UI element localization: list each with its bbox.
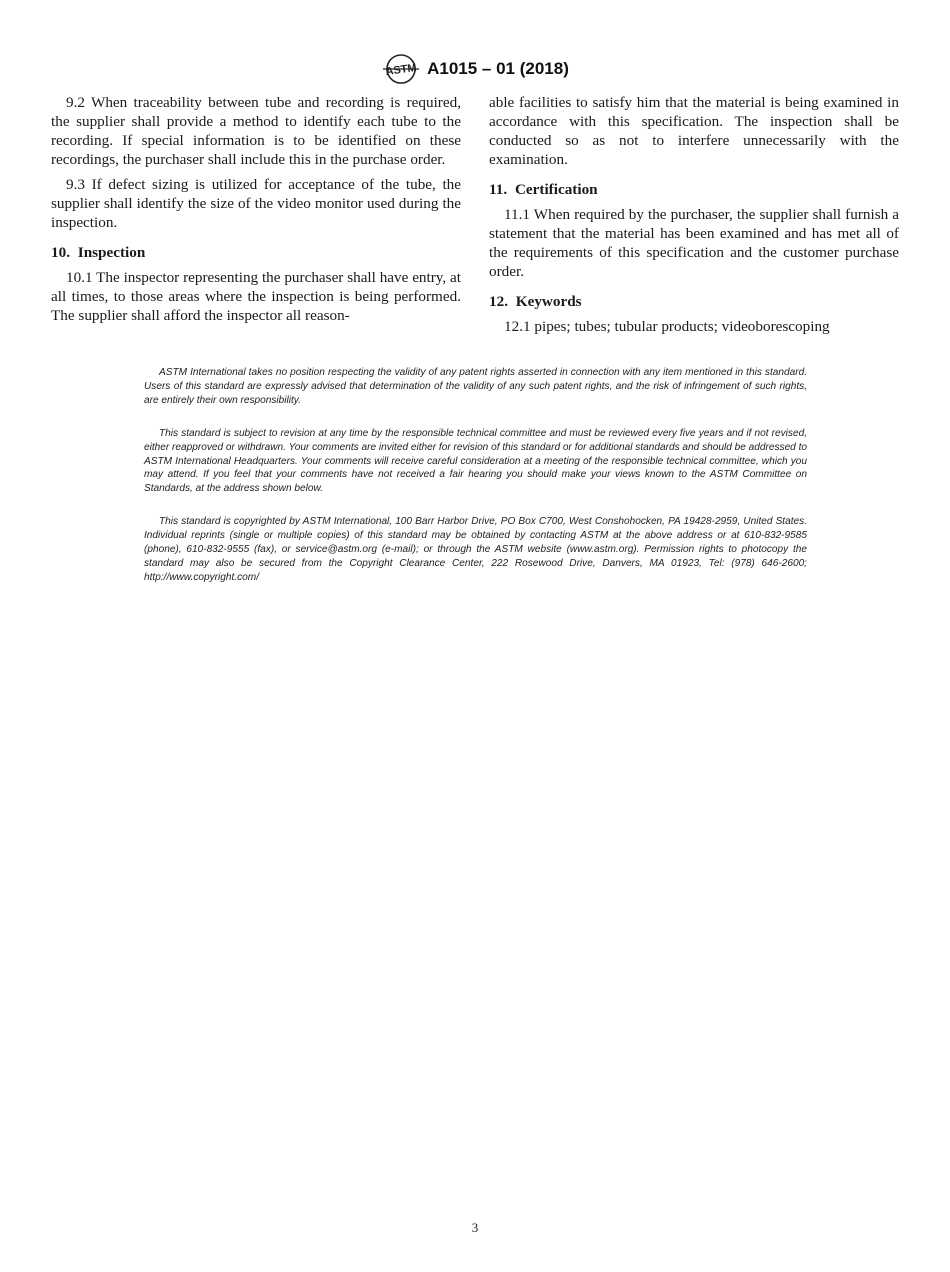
- paragraph-11-1: 11.1 When required by the purchaser, the supplier shall furnish a statement that the material has been examined and has met all of the requirements of this specification and the customer purchase order.: [489, 206, 899, 280]
- page-header: [0, 52, 950, 86]
- legal-notice: [144, 366, 807, 604]
- section-11-title: Certification: [514, 181, 598, 198]
- copyright-notice: This standard is copyrighted by ASTM International, 100 Barr Harbor Drive, PO Box C700, West Conshohocken, PA 19428-2959, United States. Individual reprints (single or multiple copies) of this standard may be obtained by contacting ASTM at the above address or at 610-832-9585 (phone), 610-832-9555 (fax), or service@astm.org (e-mail); or through the ASTM website (www.astm.org). Permission rights to photocopy the standard may also be secured from the Copyright Clearance Center, 222 Rosewood Drive, Danvers, MA 01923, Tel: (978) 646-2600; http://www.copyright.com/: [144, 516, 807, 583]
- paragraph-12-1: 12.1 pipes; tubes; tubular products; videoborescoping: [504, 318, 830, 335]
- section-12-title: Keywords: [515, 293, 582, 310]
- svg-text:ASTM: ASTM: [384, 61, 418, 79]
- section-10-title: Inspection: [77, 244, 146, 261]
- section-12-number: 12.: [489, 293, 508, 310]
- standard-designation: A1015 – 01 (2018): [427, 59, 569, 78]
- page-number: 3: [471, 1220, 479, 1235]
- section-12-heading: [489, 292, 899, 311]
- paragraph-10-1-continued: able facilities to satisfy him that the material is being examined in accordance with this specification. The inspection shall be conducted so as not to interfere unnecessarily with the examination.: [489, 94, 899, 168]
- section-10-number: 10.: [51, 244, 70, 261]
- right-column: [489, 93, 899, 342]
- section-11-heading: [489, 180, 899, 199]
- astm-logo-icon: [381, 52, 421, 86]
- paragraph-9-2: 9.2 When traceability between tube and recording is required, the supplier shall provide a method to identify each tube to the recording. If special information is to be identified on these recordings, the purchaser shall include this in the purchase order.: [51, 94, 461, 168]
- section-11-number: 11.: [489, 181, 508, 198]
- left-column: [51, 93, 461, 331]
- paragraph-10-1: 10.1 The inspector representing the purchaser shall have entry, at all times, to those areas where the inspection is being performed. The supplier shall afford the inspector all reason-: [51, 269, 461, 324]
- paragraph-9-3: 9.3 If defect sizing is utilized for acceptance of the tube, the supplier shall identify the size of the video monitor used during the inspection.: [51, 176, 461, 231]
- revision-notice: This standard is subject to revision at any time by the responsible technical committee and must be reviewed every five years and if not revised, either reapproved or withdrawn. Your comments are invited either for revision of this standard or for additional standards and should be addressed to ASTM International Headquarters. Your comments will receive careful consideration at a meeting of the responsible technical committee, which you may attend. If you feel that your comments have not received a fair hearing you should make your views known to the ASTM Committee on Standards, at the address shown below.: [144, 427, 808, 495]
- section-10-heading: [51, 243, 461, 262]
- patent-notice: ASTM International takes no position respecting the validity of any patent rights asserted in connection with any item mentioned in this standard. Users of this standard are expressly advised that determination of the validity of any such patent rights, and the risk of infringement of such rights, are entirely their own responsibility.: [144, 367, 807, 406]
